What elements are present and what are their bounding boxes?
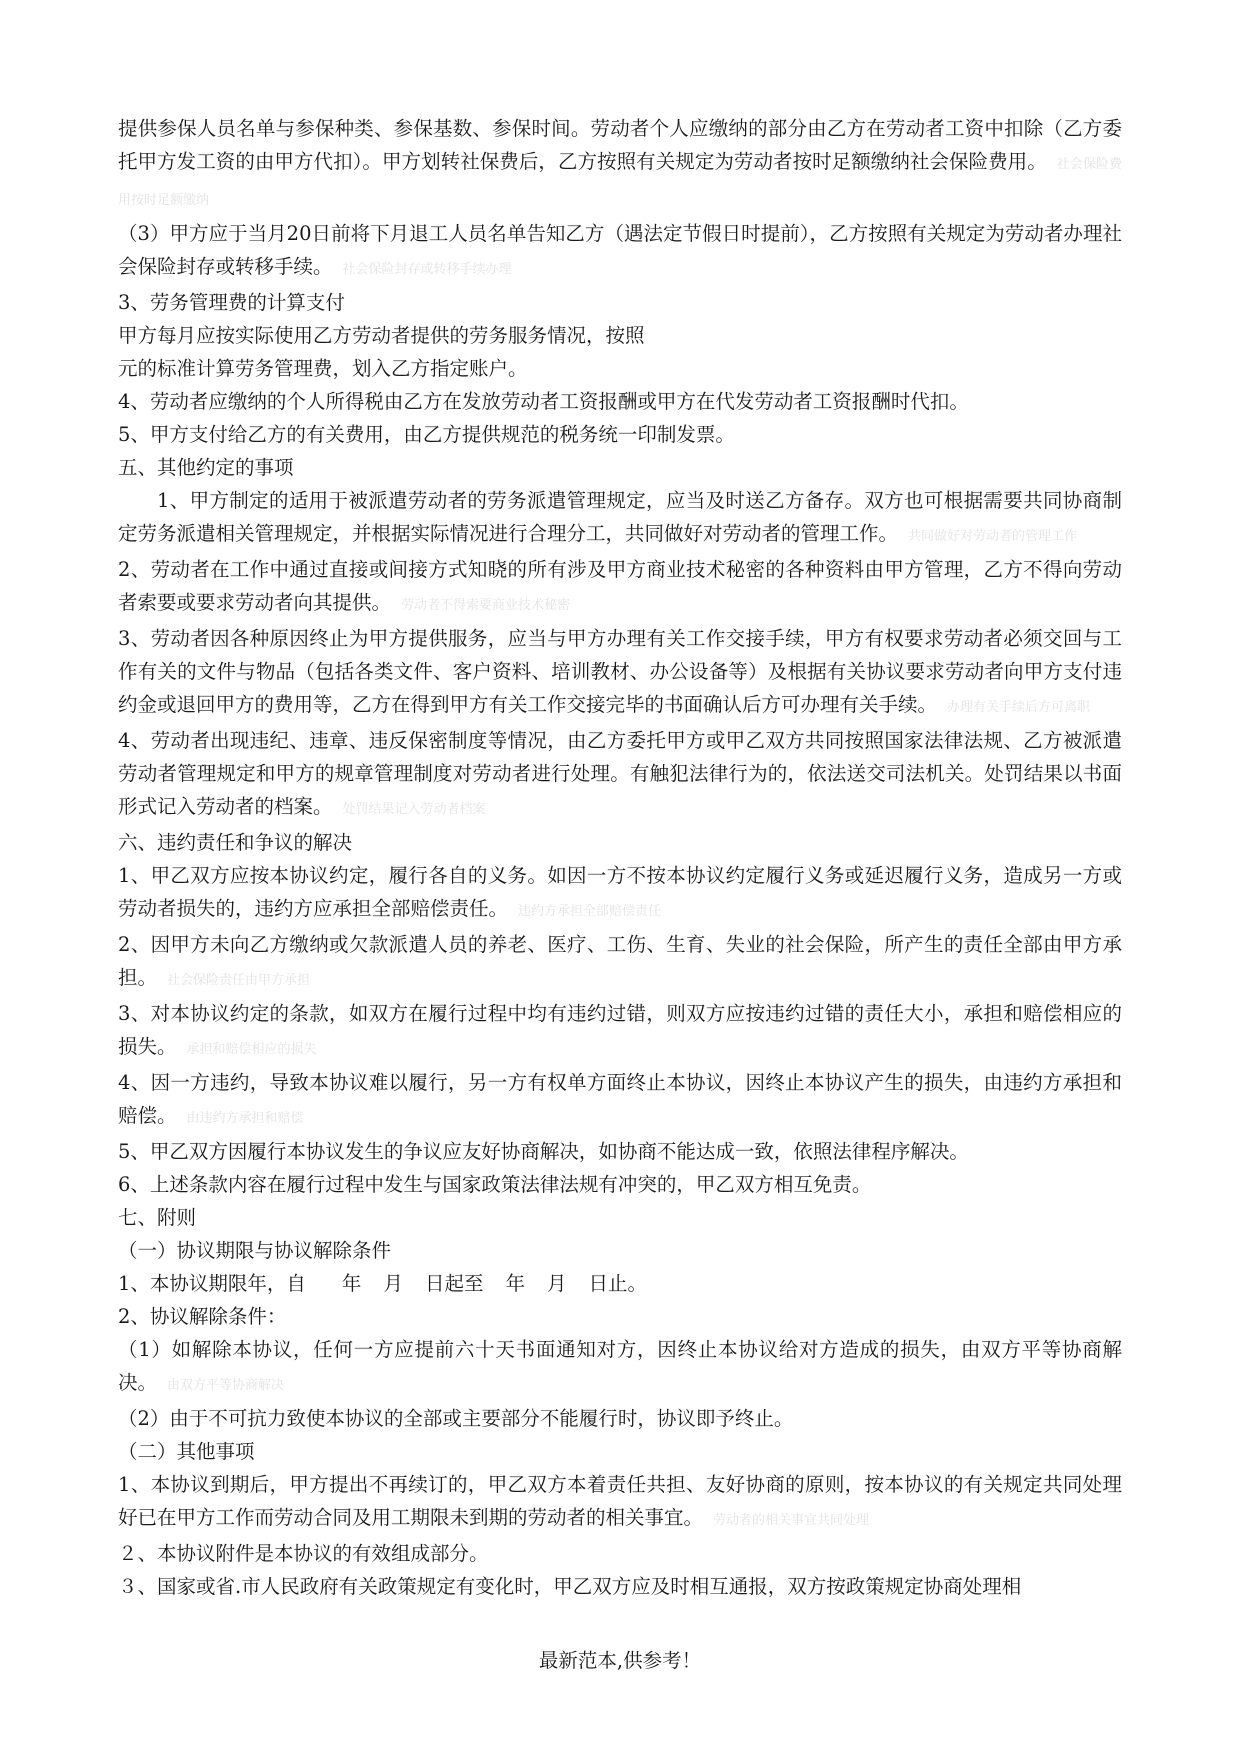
watermark-text: 办理有关手续后方可离职: [947, 700, 1091, 715]
paragraph: 4、劳动者出现违纪、违章、违反保密制度等情况，由乙方委托甲方或甲乙双方共同按照国家法律法规、乙方被派遣劳动者管理规定和甲方的规章管理制度对劳动者进行处理。有触犯法律行为的，依法送交司法机关。处罚结果以书面形式记入劳动者的档案。 处罚结果记入劳动者档案: [118, 729, 1122, 818]
paragraph: 1、甲方制定的适用于被派遣劳动者的劳务派遣管理规定，应当及时送乙方备存。双方也可根据需要共同协商制定劳务派遣相关管理规定，并根据实际情况进行合理分工，共同做好对劳动者的管理工作。 共同做好对劳动者的管理工作: [118, 489, 1122, 545]
watermark-text: 违约方承担全部赔偿责任: [518, 904, 662, 919]
paragraph: 元的标准计算劳务管理费，划入乙方指定账户。: [118, 357, 528, 380]
agreement-term-line: 1、本协议期限年，自 年 月 日起至 年 月 日止。: [118, 1272, 648, 1295]
paragraph: 6、上述条款内容在履行过程中发生与国家政策法律法规有冲突的，甲乙双方相互免责。: [118, 1173, 872, 1196]
page-footer: 最新范本,供参考！: [538, 1649, 702, 1672]
paragraph: 5、甲乙双方因履行本协议发生的争议应友好协商解决，如协商不能达成一致，依照法律程序解决。: [118, 1140, 969, 1163]
document-body: [118, 112, 1122, 1603]
paragraph: 2、协议解除条件：: [118, 1305, 287, 1328]
watermark-text: 处罚结果记入劳动者档案: [342, 802, 486, 817]
paragraph: 3、对本协议约定的条款，如双方在履行过程中均有违约过错，则双方应按违约过错的责任大小，承担和赔偿相应的损失。 承担和赔偿相应的损失: [118, 1002, 1122, 1058]
paragraph: 提供参保人员名单与参保种类、参保基数、参保时间。劳动者个人应缴纳的部分由乙方在劳动者工资中扣除（乙方委托甲方发工资的由甲方代扣）。甲方划转社保费后，乙方按照有关规定为劳动者按时足额缴纳社会保险费用。 社会保险费用按时足额缴纳: [118, 117, 1122, 208]
paragraph: （1）如解除本协议，任何一方应提前六十天书面通知对方，因终止本协议给对方造成的损失，由双方平等协商解决。 由双方平等协商解决: [118, 1338, 1122, 1394]
paragraph: ３、国家或省.市人民政府有关政策规定有变化时，甲乙双方应及时相互通报，双方按政策规定协商处理相: [118, 1575, 1022, 1598]
watermark-text: 共同做好对劳动者的管理工作: [908, 529, 1078, 544]
paragraph: 甲方每月应按实际使用乙方劳动者提供的劳务服务情况，按照: [118, 324, 645, 347]
watermark-text: 社会保险封存或转移手续办理: [342, 262, 512, 277]
watermark-text: 劳动者不得索要商业技术秘密: [401, 598, 571, 613]
paragraph: （2）由于不可抗力致使本协议的全部或主要部分不能履行时，协议即予终止。: [118, 1407, 794, 1430]
subsection-heading: （二）其他事项: [118, 1440, 255, 1463]
section-heading: 六、违约责任和争议的解决: [118, 831, 353, 854]
watermark-text: 由违约方承担和赔偿: [186, 1111, 304, 1126]
paragraph: 2、劳动者在工作中通过直接或间接方式知晓的所有涉及甲方商业技术秘密的各种资料由甲方管理，乙方不得向劳动者索要或要求劳动者向其提供。 劳动者不得索要商业技术秘密: [118, 558, 1122, 614]
section-heading: 3、劳务管理费的计算支付: [118, 291, 345, 314]
paragraph: 1、本协议到期后，甲方提出不再续订的，甲乙双方本着责任共担、友好协商的原则，按本协议的有关规定共同处理好已在甲方工作而劳动合同及用工期限未到期的劳动者的相关事宜。 劳动者的相关事宜共同处理: [118, 1473, 1122, 1529]
paragraph: 5、甲方支付给乙方的有关费用，由乙方提供规范的税务统一印制发票。: [118, 423, 735, 446]
subsection-heading: （一）协议期限与协议解除条件: [118, 1239, 392, 1262]
paragraph: 2、因甲方未向乙方缴纳或欠款派遣人员的养老、医疗、工伤、生育、失业的社会保险，所产生的责任全部由甲方承担。 社会保险责任由甲方承担: [118, 933, 1122, 989]
paragraph: 4、因一方违约，导致本协议难以履行，另一方有权单方面终止本协议，因终止本协议产生的损失，由违约方承担和赔偿。 由违约方承担和赔偿: [118, 1071, 1122, 1127]
paragraph: （3）甲方应于当月20日前将下月退工人员名单告知乙方（遇法定节假日时提前），乙方按照有关规定为劳动者办理社会保险封存或转移手续。 社会保险封存或转移手续办理: [118, 222, 1122, 278]
section-heading: 七、附则: [118, 1206, 197, 1229]
watermark-text: 由双方平等协商解决: [167, 1378, 285, 1393]
section-heading: 五、其他约定的事项: [118, 456, 294, 479]
watermark-text: 劳动者的相关事宜共同处理: [713, 1513, 870, 1528]
paragraph: 3、劳动者因各种原因终止为甲方提供服务，应当与甲方办理有关工作交接手续，甲方有权要求劳动者必须交回与工作有关的文件与物品（包括各类文件、客户资料、培训教材、办公设备等）及根据有关协议要求劳动者向甲方支付违约金或退回甲方的费用等，乙方在得到甲方有关工作交接完毕的书面确认后方可办理有关手续。 办理有关手续后方可离职: [118, 627, 1122, 716]
paragraph: 1、甲乙双方应按本协议约定，履行各自的义务。如因一方不按本协议约定履行义务或延迟履行义务，造成另一方或劳动者损失的，违约方应承担全部赔偿责任。 违约方承担全部赔偿责任: [118, 864, 1122, 920]
paragraph: 4、劳动者应缴纳的个人所得税由乙方在发放劳动者工资报酬或甲方在代发劳动者工资报酬时代扣。: [118, 390, 969, 413]
watermark-text: 承担和赔偿相应的损失: [186, 1042, 317, 1057]
watermark-text: 社会保险责任由甲方承担: [167, 973, 311, 988]
watermark-text: 社会保险费用按时足额缴纳: [118, 157, 1122, 208]
paragraph: ２、本协议附件是本协议的有效组成部分。: [118, 1542, 489, 1565]
